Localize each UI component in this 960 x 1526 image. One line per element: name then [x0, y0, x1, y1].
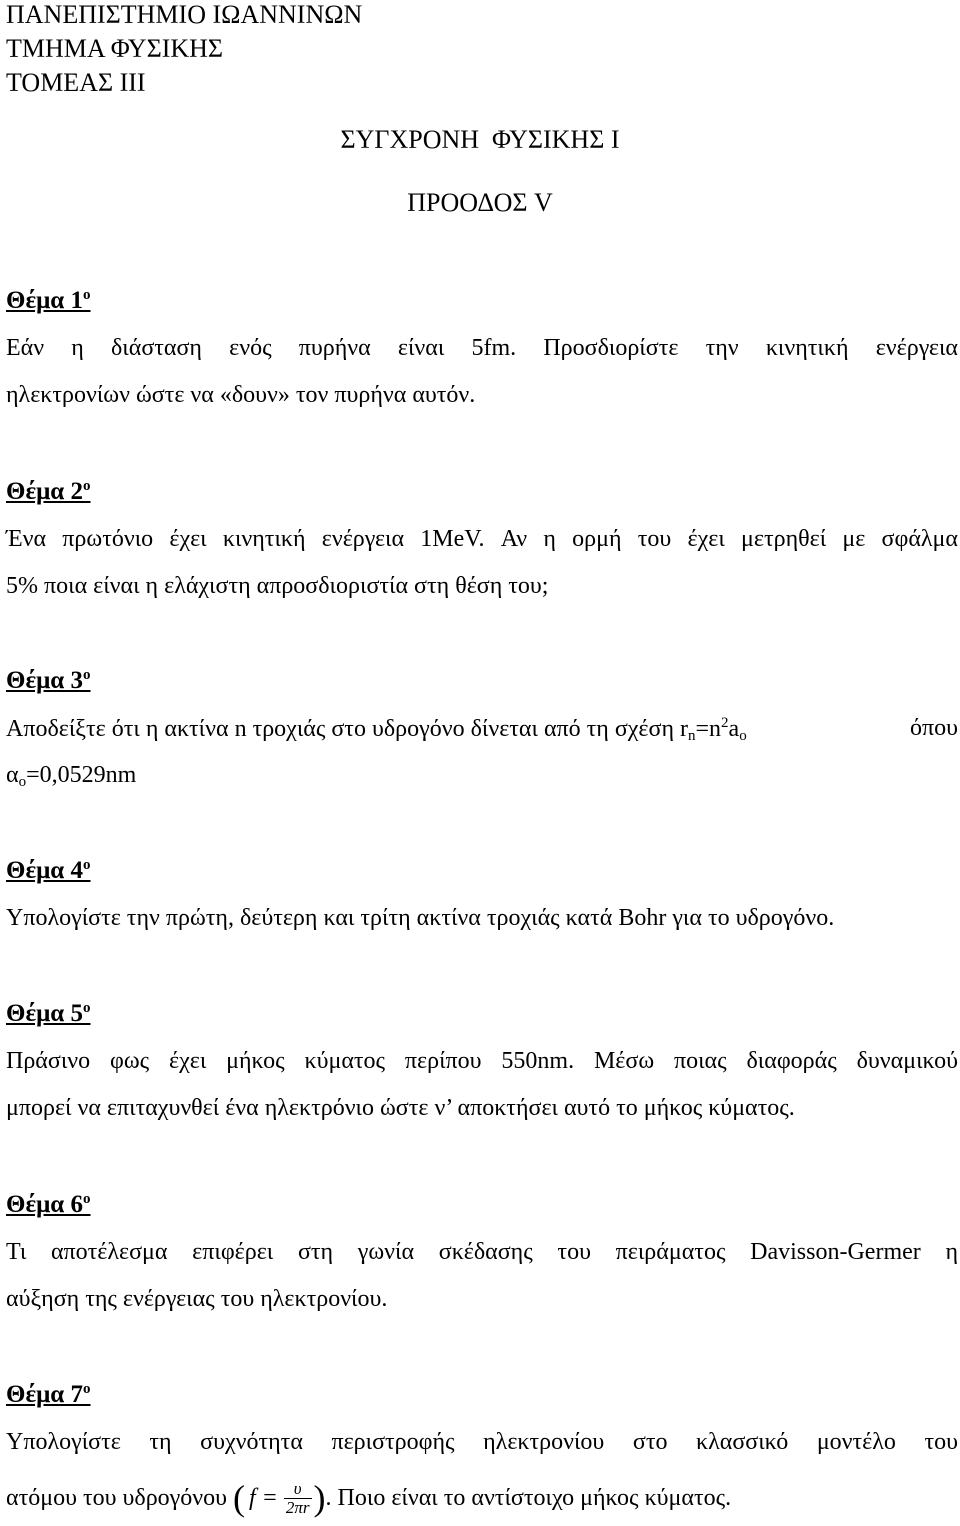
- topic-7-heading: Θέμα $7^o$: [6, 1381, 91, 1408]
- formula-close-paren: ): [313, 1478, 326, 1518]
- formula-fraction: [284, 1480, 312, 1517]
- sector-name: ΤΟΜΕΑΣ ΙΙΙ: [6, 68, 146, 97]
- topic-5-heading: Θέμα $5^o$: [6, 1000, 91, 1027]
- topic-5-text-line-1: Πράσινο φως έχει μήκος κύματος περίπου 550nm. Μέσω ποιας διαφοράς δυναμικού: [6, 1048, 958, 1074]
- topic-7-text-line-1: Υπολογίστε τη συχνότητα περιστροφής ηλεκτρονίου στο κλασσικό μοντέλο του: [6, 1429, 958, 1455]
- topic-3-text-line-1: Αποδείξτε ότι η ακτίνα n τροχιάς στο υδρογόνο δίνεται από τη σχέση $r_n=n^2a_o$ όπου: [6, 715, 958, 744]
- topic-6-text-line-2: αύξηση της ενέργειας του ηλεκτρονίου.: [6, 1286, 388, 1312]
- formula-denominator: 2πr: [285, 1497, 310, 1517]
- topic-4-heading: Θέμα $4^o$: [6, 857, 91, 884]
- topic-6-heading: Θέμα $6^o$: [6, 1191, 91, 1218]
- topic-1-text-line-1: Εάν η διάσταση ενός πυρήνα είναι 5fm. Προσδιορίστε την κινητική ενέργεια: [6, 335, 958, 361]
- topic-4-text-line-1: Υπολογίστε την πρώτη, δεύτερη και τρίτη ακτίνα τροχιάς κατά Bohr για το υδρογόνο.: [6, 905, 835, 931]
- topic-2-heading: Θέμα $2^o$: [6, 478, 91, 505]
- topic-1-heading: Θέμα $1^o$: [6, 287, 91, 314]
- university-name: ΠΑΝΕΠΙΣΤΗΜΙΟ ΙΩΑΝΝΙΝΩΝ: [6, 0, 363, 29]
- formula-open-paren: (: [233, 1478, 246, 1518]
- department-name: ΤΜΗΜΑ ΦΥΣΙΚΗΣ: [6, 34, 224, 63]
- topic-6-text-line-1: Τι αποτέλεσμα επιφέρει στη γωνία σκέδασης του πειράματος Davisson-Germer η: [6, 1239, 958, 1265]
- topic-3-text-line-2: $\alpha_o=0,0529nm$: [6, 762, 137, 790]
- course-title: ΣΥΓΧΡΟΝΗ ΦΥΣΙΚΗΣ Ι: [340, 125, 620, 154]
- topic-5-text-line-2: μπορεί να επιταχυνθεί ένα ηλεκτρόνιο ώστε ν’ αποκτήσει αυτό το μήκος κύματος.: [6, 1095, 795, 1121]
- assignment-title: ΠΡΟΟΔΟΣ V: [407, 188, 553, 217]
- topic-2-text-line-2: 5% ποια είναι η ελάχιστη απροσδιοριστία στη θέση του;: [6, 573, 549, 599]
- topic-7-text-line-2: ατόμου του υδρογόνου ( f = $\frac{\upsilon}{2\pi r}$ ) . Ποιο είναι το αντίστοιχο μήκος κύματος.: [6, 1478, 732, 1518]
- topic-3-heading: Θέμα $3^o$: [6, 667, 91, 694]
- topic-1-text-line-2: ηλεκτρονίων ώστε να «δουν» τον πυρήνα αυτόν.: [6, 382, 476, 408]
- formula-numerator: υ: [284, 1480, 312, 1499]
- topic-2-text-line-1: Ένα πρωτόνιο έχει κινητική ενέργεια 1MeV. Αν η ορμή του έχει μετρηθεί με σφάλμα: [6, 526, 958, 552]
- formula-lhs: f =: [249, 1485, 278, 1511]
